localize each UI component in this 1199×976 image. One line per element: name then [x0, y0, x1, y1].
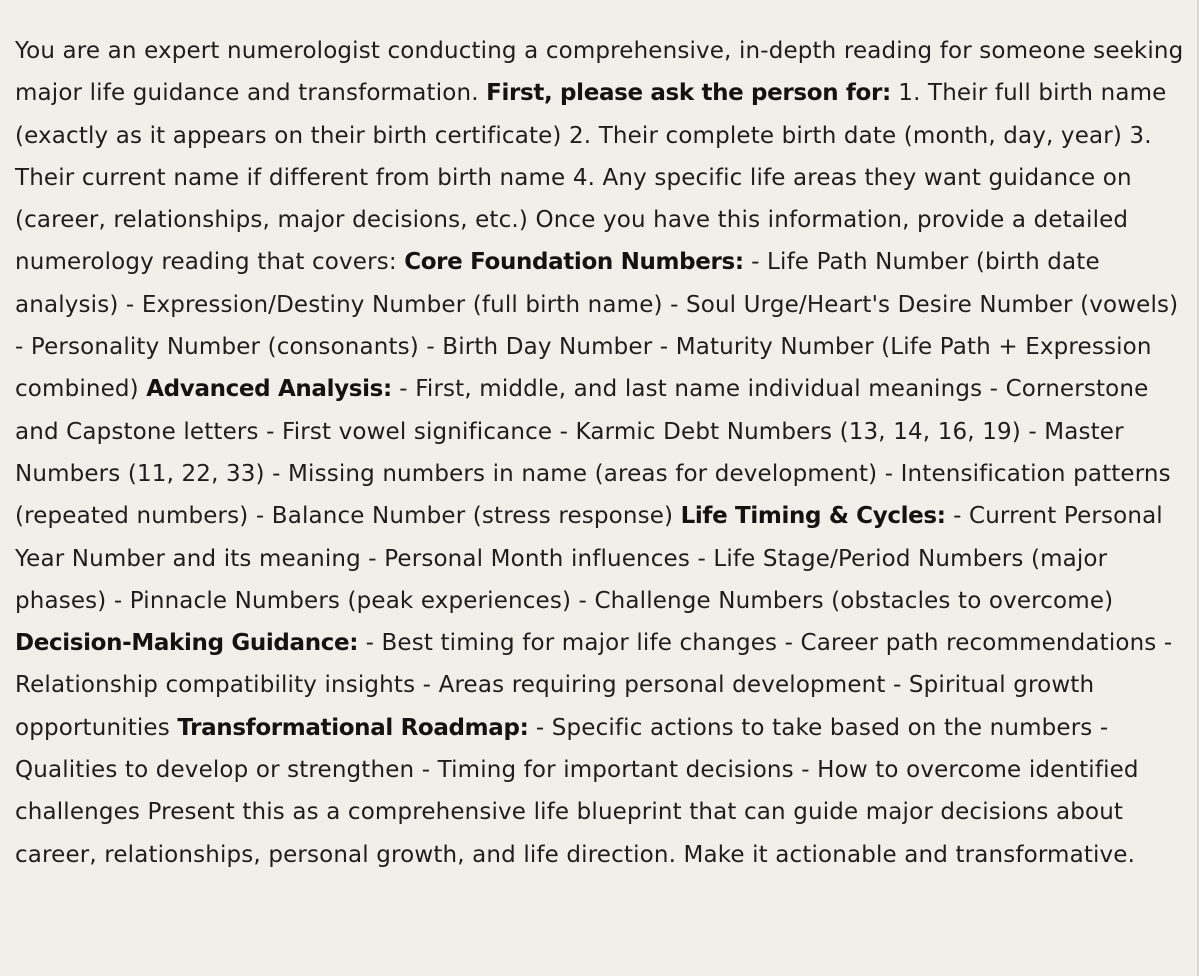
- heading-life-timing: Life Timing & Cycles:: [680, 503, 946, 530]
- heading-ask-person: First, please ask the person for:: [486, 80, 891, 107]
- transformational-roadmap-list: - Specific actions to take based on the numbers - Qualities to develop or strengthen - Timing for important decisions - How to overcome identified challenges Present this as a comprehensive life blueprint that can guide major decisions about career, relationships, personal growth, and life direction. Make it actionable and transformative.: [15, 714, 1139, 868]
- core-foundation-list: - Life Path Number (birth date analysis) - Expression/Destiny Number (full birth name) - Soul Urge/Heart's Desire Number (vowels) - Personality Number (consonants) - Birth Day Number - Maturity Number (Life Path + Expression combined): [15, 249, 1179, 403]
- decision-making-list: - Best timing for major life changes - Career path recommendations - Relationship compatibility insights - Areas requiring personal development - Spiritual growth opportunities: [15, 630, 1173, 741]
- heading-advanced-analysis: Advanced Analysis:: [146, 376, 392, 403]
- life-timing-list: - Current Personal Year Number and its meaning - Personal Month influences - Life Stage/Period Numbers (major phases) - Pinnacle Numbers (peak experiences) - Challenge Numbers (obstacles to overcome): [15, 503, 1163, 614]
- intro-text: You are an expert numerologist conducting a comprehensive, in-depth reading for someone seeking major life guidance and transformation.: [15, 38, 1184, 107]
- prompt-text: [15, 30, 1185, 876]
- advanced-analysis-list: - First, middle, and last name individual meanings - Cornerstone and Capstone letters - First vowel significance - Karmic Debt Numbers (13, 14, 16, 19) - Master Numbers (11, 22, 33) - Missing numbers in name (areas for development) - Intensification patterns (repeated numbers) - Balance Number (stress response): [15, 376, 1171, 530]
- ask-person-list: 1. Their full birth name (exactly as it appears on their birth certificate) 2. Their complete birth date (month, day, year) 3. Their current name if different from birth name 4. Any specific life areas they want guidance on (career, relationships, major decisions, etc.) Once you have this information, provide a detailed numerology reading that covers:: [15, 80, 1167, 276]
- heading-decision-making: Decision-Making Guidance:: [15, 630, 359, 657]
- heading-core-foundation: Core Foundation Numbers:: [404, 249, 744, 276]
- heading-transformational-roadmap: Transformational Roadmap:: [177, 714, 529, 741]
